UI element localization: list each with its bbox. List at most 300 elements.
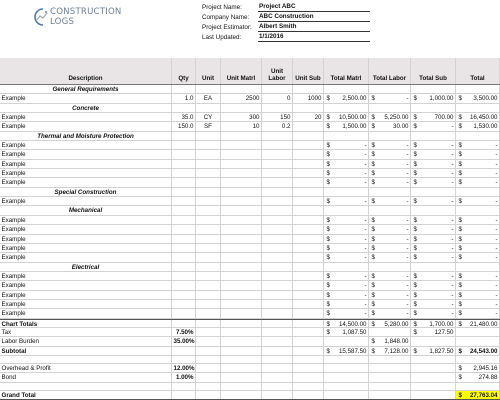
cell-qty[interactable]: 1.0 (172, 94, 196, 102)
cell-total-labor[interactable] (369, 300, 411, 308)
cell-qty[interactable] (172, 169, 196, 177)
cell-description[interactable]: Example (0, 291, 172, 299)
cell-unit-labor[interactable] (262, 178, 293, 186)
cell-total-matrl[interactable] (324, 244, 369, 252)
cell-total-matrl[interactable] (324, 85, 369, 93)
cell-unit-sub[interactable] (293, 309, 324, 317)
cell-unit-sub[interactable] (293, 197, 324, 205)
cell-total-sub[interactable] (411, 197, 456, 205)
summary-total-labor[interactable] (369, 347, 411, 355)
cell-total-sub[interactable] (411, 113, 456, 121)
summary-label[interactable]: Grand Total (0, 391, 172, 399)
cell-unit-labor[interactable] (262, 391, 293, 399)
cell-unit-matrl[interactable] (221, 253, 262, 261)
cell-unit-labor[interactable] (262, 216, 293, 224)
cell-total-matrl[interactable] (324, 113, 369, 121)
cell-total-labor[interactable] (369, 113, 411, 121)
cell-unit-matrl[interactable] (221, 291, 262, 299)
cell-total-sub[interactable] (411, 178, 456, 186)
cell-unit-matrl[interactable] (221, 364, 262, 372)
cell-unit[interactable]: EA (196, 94, 221, 102)
cell-unit[interactable] (196, 300, 221, 308)
cell-unit-sub[interactable]: 20 (293, 113, 324, 121)
cell-unit-sub[interactable] (293, 364, 324, 372)
cell-unit-matrl[interactable] (221, 197, 262, 205)
cell-qty[interactable] (172, 281, 196, 289)
cell-unit[interactable] (196, 263, 221, 271)
cell-qty[interactable] (172, 263, 196, 271)
project-info-value[interactable]: 1/1/2016 (258, 32, 370, 42)
cell-unit-labor[interactable] (262, 373, 293, 381)
cell-total-labor[interactable] (369, 160, 411, 168)
cell-unit[interactable] (196, 160, 221, 168)
summary-total-matrl[interactable] (324, 373, 369, 381)
cell-qty[interactable] (172, 150, 196, 158)
cell-unit[interactable] (196, 225, 221, 233)
cell-qty[interactable] (172, 272, 196, 280)
col-header-unit-sub[interactable]: Unit Sub (293, 58, 324, 84)
cell-unit-labor[interactable] (262, 253, 293, 261)
cell-unit-labor[interactable] (262, 291, 293, 299)
cell-total-sub[interactable] (411, 206, 456, 214)
summary-total-matrl[interactable] (324, 391, 369, 399)
cell-total[interactable] (456, 188, 500, 196)
cell-description[interactable]: Example (0, 225, 172, 233)
cell-total-matrl[interactable] (324, 122, 369, 130)
cell-total-sub[interactable] (411, 235, 456, 243)
cell-unit-labor[interactable] (262, 225, 293, 233)
cell-total-matrl[interactable] (324, 206, 369, 214)
cell-total[interactable] (456, 113, 500, 121)
cell-total-matrl[interactable] (324, 197, 369, 205)
cell-unit-matrl[interactable] (221, 373, 262, 381)
cell-total-labor[interactable] (369, 272, 411, 280)
summary-total-labor[interactable] (369, 391, 411, 399)
cell-total-labor[interactable] (369, 169, 411, 177)
cell-total-sub[interactable] (411, 272, 456, 280)
summary-total[interactable] (456, 328, 500, 336)
cell-description[interactable]: Example (0, 216, 172, 224)
project-info-value[interactable]: Albert Smith (258, 22, 370, 32)
cell-unit-labor[interactable] (262, 347, 293, 355)
cell-total[interactable] (456, 309, 500, 317)
cell-unit-sub[interactable] (293, 373, 324, 381)
summary-percent[interactable] (172, 391, 196, 399)
cell-qty[interactable] (172, 197, 196, 205)
cell-unit-sub[interactable] (293, 104, 324, 112)
cell-unit-matrl[interactable]: 300 (221, 113, 262, 121)
cell-total-labor[interactable] (369, 94, 411, 102)
col-header-unit[interactable]: Unit (196, 58, 221, 84)
cell-unit-sub[interactable] (293, 169, 324, 177)
cell-description[interactable]: Example (0, 235, 172, 243)
cell-unit[interactable] (196, 178, 221, 186)
cell-unit[interactable] (196, 272, 221, 280)
cell-unit-matrl[interactable] (221, 383, 262, 390)
cell-unit[interactable] (196, 244, 221, 252)
cell-total-sub[interactable] (411, 253, 456, 261)
cell-unit-matrl[interactable] (221, 188, 262, 196)
cell-total-matrl[interactable] (324, 291, 369, 299)
cell-total-labor[interactable] (369, 141, 411, 149)
cell-description[interactable]: Example (0, 244, 172, 252)
cell-total-matrl[interactable] (324, 263, 369, 271)
cell-total-sub[interactable] (411, 281, 456, 289)
cell-unit[interactable]: SF (196, 122, 221, 130)
cell-unit[interactable] (196, 253, 221, 261)
cell-total-sub[interactable] (411, 160, 456, 168)
cell-total[interactable] (456, 272, 500, 280)
cell-unit-matrl[interactable] (221, 328, 262, 336)
summary-percent[interactable] (172, 347, 196, 355)
cell-unit-sub[interactable] (293, 281, 324, 289)
summary-label[interactable]: Chart Totals (0, 320, 172, 327)
cell-total-labor[interactable] (369, 263, 411, 271)
cell-unit[interactable] (196, 391, 221, 399)
cell-unit-matrl[interactable] (221, 225, 262, 233)
summary-label[interactable]: Tax (0, 328, 172, 336)
cell-total-matrl[interactable] (324, 132, 369, 140)
cell-description[interactable]: Example (0, 309, 172, 317)
cell-unit-labor[interactable] (262, 320, 293, 327)
cell-qty[interactable] (172, 216, 196, 224)
cell-unit-sub[interactable] (293, 383, 324, 390)
cell-unit-sub[interactable] (293, 235, 324, 243)
cell-unit-labor[interactable] (262, 132, 293, 140)
cell-qty[interactable] (172, 225, 196, 233)
cell-total[interactable] (456, 160, 500, 168)
cell-unit-matrl[interactable] (221, 263, 262, 271)
cell-unit-matrl[interactable] (221, 300, 262, 308)
cell-description[interactable]: Example (0, 141, 172, 149)
summary-total-sub[interactable] (411, 373, 456, 381)
cell-qty[interactable] (172, 356, 196, 363)
cell-unit[interactable] (196, 337, 221, 345)
cell-unit-matrl[interactable] (221, 169, 262, 177)
cell-unit-sub[interactable] (293, 85, 324, 93)
cell-unit-matrl[interactable] (221, 216, 262, 224)
summary-total-sub[interactable] (411, 328, 456, 336)
summary-total[interactable] (456, 337, 500, 345)
cell-unit-sub[interactable] (293, 150, 324, 158)
cell-description[interactable]: Example (0, 94, 172, 102)
summary-total-matrl[interactable] (324, 328, 369, 336)
cell-unit-matrl[interactable]: 2500 (221, 94, 262, 102)
cell-total-labor[interactable] (369, 235, 411, 243)
cell-total[interactable] (456, 235, 500, 243)
cell-unit-matrl[interactable] (221, 141, 262, 149)
cell-unit-labor[interactable] (262, 85, 293, 93)
cell-description[interactable]: Example (0, 122, 172, 130)
cell-qty[interactable] (172, 309, 196, 317)
summary-label[interactable]: Labor Burden (0, 337, 172, 345)
cell-unit[interactable] (196, 383, 221, 390)
cell-unit[interactable] (196, 216, 221, 224)
col-header-unit-matrl[interactable]: Unit Matrl (221, 58, 262, 84)
cell-total-matrl[interactable] (324, 160, 369, 168)
cell-total[interactable] (456, 132, 500, 140)
cell-unit[interactable] (196, 373, 221, 381)
cell-unit[interactable] (196, 328, 221, 336)
project-info-value[interactable]: Project ABC (258, 2, 370, 12)
summary-total-labor[interactable] (369, 364, 411, 372)
cell-total-sub[interactable] (411, 150, 456, 158)
cell-total-sub[interactable] (411, 356, 456, 363)
cell-unit-sub[interactable] (293, 291, 324, 299)
section-title[interactable]: General Requirements (0, 85, 172, 93)
cell-total-labor[interactable] (369, 356, 411, 363)
cell-unit-labor[interactable] (262, 141, 293, 149)
cell-unit[interactable] (196, 132, 221, 140)
cell-total[interactable] (456, 94, 500, 102)
cell-unit-sub[interactable] (293, 320, 324, 327)
summary-total-matrl[interactable] (324, 337, 369, 345)
cell-total-matrl[interactable] (324, 225, 369, 233)
cell-unit-labor[interactable] (262, 337, 293, 345)
cell-unit-sub[interactable] (293, 178, 324, 186)
summary-label[interactable]: Bond (0, 373, 172, 381)
cell-description[interactable]: Example (0, 169, 172, 177)
cell-unit-labor[interactable]: 0.2 (262, 122, 293, 130)
cell-unit-labor[interactable] (262, 235, 293, 243)
cell-total-sub[interactable] (411, 141, 456, 149)
cell-unit[interactable]: CY (196, 113, 221, 121)
cell-total[interactable] (456, 122, 500, 130)
summary-total-sub[interactable] (411, 391, 456, 399)
col-header-total-labor[interactable]: Total Labor (369, 58, 411, 84)
cell-description[interactable]: Example (0, 281, 172, 289)
cell-unit-matrl[interactable] (221, 85, 262, 93)
cell-total-sub[interactable] (411, 216, 456, 224)
cell-total[interactable] (456, 85, 500, 93)
cell-total-labor[interactable] (369, 225, 411, 233)
cell-unit[interactable] (196, 141, 221, 149)
cell-total-matrl[interactable] (324, 272, 369, 280)
cell-qty[interactable] (172, 291, 196, 299)
cell-qty[interactable] (172, 141, 196, 149)
cell-total-labor[interactable] (369, 104, 411, 112)
cell-unit[interactable] (196, 104, 221, 112)
cell-unit-matrl[interactable] (221, 272, 262, 280)
cell-unit-sub[interactable] (293, 347, 324, 355)
cell-total-matrl[interactable] (324, 104, 369, 112)
cell-unit-matrl[interactable] (221, 244, 262, 252)
cell-total[interactable] (456, 178, 500, 186)
cell-total-matrl[interactable] (324, 150, 369, 158)
cell-unit-labor[interactable] (262, 150, 293, 158)
cell-total-matrl[interactable] (324, 253, 369, 261)
cell-unit-matrl[interactable] (221, 320, 262, 327)
cell-description[interactable]: Example (0, 197, 172, 205)
cell-unit-labor[interactable] (262, 328, 293, 336)
summary-percent[interactable]: 7.50% (172, 328, 196, 336)
cell-total[interactable] (456, 300, 500, 308)
cell-description[interactable]: Example (0, 178, 172, 186)
cell-qty[interactable] (172, 235, 196, 243)
cell-unit-sub[interactable] (293, 391, 324, 399)
cell-total-sub[interactable] (411, 263, 456, 271)
section-title[interactable]: Electrical (0, 263, 172, 271)
cell-qty[interactable] (172, 178, 196, 186)
cell-unit-matrl[interactable] (221, 347, 262, 355)
cell-total-sub[interactable] (411, 291, 456, 299)
cell-unit-labor[interactable] (262, 244, 293, 252)
cell-unit-sub[interactable] (293, 253, 324, 261)
section-title[interactable]: Thermal and Moisture Protection (0, 132, 172, 140)
cell-total-matrl[interactable] (324, 383, 369, 390)
cell-total-labor[interactable] (369, 150, 411, 158)
cell-qty[interactable] (172, 244, 196, 252)
cell-unit[interactable] (196, 309, 221, 317)
cell-unit-sub[interactable] (293, 188, 324, 196)
cell-unit-sub[interactable] (293, 160, 324, 168)
cell-qty[interactable] (172, 85, 196, 93)
cell-description[interactable] (0, 383, 172, 390)
cell-unit-matrl[interactable] (221, 150, 262, 158)
cell-qty[interactable] (172, 104, 196, 112)
section-title[interactable]: Concrete (0, 104, 172, 112)
cell-total-matrl[interactable] (324, 281, 369, 289)
cell-qty[interactable]: 150.0 (172, 122, 196, 130)
cell-unit-matrl[interactable] (221, 391, 262, 399)
cell-total-labor[interactable] (369, 178, 411, 186)
cell-qty[interactable] (172, 206, 196, 214)
summary-total[interactable] (456, 347, 500, 355)
cell-total-matrl[interactable] (324, 178, 369, 186)
cell-total-sub[interactable] (411, 85, 456, 93)
col-header-total[interactable]: Total (456, 58, 500, 84)
cell-unit-sub[interactable] (293, 356, 324, 363)
summary-percent[interactable]: 1.00% (172, 373, 196, 381)
cell-unit-labor[interactable] (262, 188, 293, 196)
cell-total[interactable] (456, 104, 500, 112)
cell-qty[interactable] (172, 160, 196, 168)
section-title[interactable]: Special Construction (0, 188, 172, 196)
cell-unit-matrl[interactable] (221, 309, 262, 317)
cell-unit[interactable] (196, 188, 221, 196)
cell-unit[interactable] (196, 85, 221, 93)
col-header-total-sub[interactable]: Total Sub (411, 58, 456, 84)
cell-total[interactable] (456, 263, 500, 271)
cell-total-sub[interactable] (411, 309, 456, 317)
summary-total[interactable] (456, 320, 500, 327)
cell-unit-labor[interactable] (262, 364, 293, 372)
cell-unit-sub[interactable] (293, 244, 324, 252)
cell-unit[interactable] (196, 291, 221, 299)
cell-unit-labor[interactable] (262, 160, 293, 168)
cell-qty[interactable]: 35.0 (172, 113, 196, 121)
cell-unit-labor[interactable] (262, 356, 293, 363)
cell-total-sub[interactable] (411, 122, 456, 130)
cell-total-matrl[interactable] (324, 141, 369, 149)
cell-unit[interactable] (196, 347, 221, 355)
cell-total-sub[interactable] (411, 169, 456, 177)
cell-total[interactable] (456, 281, 500, 289)
cell-unit-matrl[interactable]: 10 (221, 122, 262, 130)
col-header-qty[interactable]: Qty (172, 58, 196, 84)
summary-percent[interactable] (172, 320, 196, 327)
cell-total-sub[interactable] (411, 225, 456, 233)
cell-description[interactable]: Example (0, 300, 172, 308)
cell-unit[interactable] (196, 320, 221, 327)
cell-unit-sub[interactable] (293, 272, 324, 280)
cell-total-labor[interactable] (369, 309, 411, 317)
cell-unit[interactable] (196, 356, 221, 363)
cell-total[interactable] (456, 291, 500, 299)
cell-description[interactable]: Example (0, 113, 172, 121)
cell-qty[interactable] (172, 132, 196, 140)
cell-total-sub[interactable] (411, 132, 456, 140)
cell-unit-labor[interactable] (262, 281, 293, 289)
cell-unit-labor[interactable] (262, 197, 293, 205)
cell-total[interactable] (456, 169, 500, 177)
cell-total-labor[interactable] (369, 244, 411, 252)
cell-unit-matrl[interactable] (221, 160, 262, 168)
cell-total[interactable] (456, 244, 500, 252)
cell-total[interactable] (456, 216, 500, 224)
cell-total[interactable] (456, 383, 500, 390)
cell-unit-sub[interactable] (293, 300, 324, 308)
cell-unit-sub[interactable] (293, 225, 324, 233)
cell-unit[interactable] (196, 206, 221, 214)
cell-unit[interactable] (196, 281, 221, 289)
cell-total-labor[interactable] (369, 383, 411, 390)
cell-total-labor[interactable] (369, 291, 411, 299)
cell-unit-matrl[interactable] (221, 178, 262, 186)
summary-total-labor[interactable] (369, 337, 411, 345)
col-header-total-matrl[interactable]: Total Matrl (324, 58, 369, 84)
grand-total-value[interactable] (456, 391, 500, 399)
cell-unit[interactable] (196, 150, 221, 158)
cell-description[interactable]: Example (0, 253, 172, 261)
cell-unit-sub[interactable] (293, 206, 324, 214)
cell-unit-matrl[interactable] (221, 104, 262, 112)
cell-unit[interactable] (196, 235, 221, 243)
cell-total-matrl[interactable] (324, 188, 369, 196)
cell-total-sub[interactable] (411, 94, 456, 102)
col-header-description[interactable]: Description (0, 58, 172, 84)
cell-total[interactable] (456, 253, 500, 261)
summary-total-sub[interactable] (411, 364, 456, 372)
cell-total-labor[interactable] (369, 253, 411, 261)
cell-unit-labor[interactable] (262, 263, 293, 271)
cell-total[interactable] (456, 225, 500, 233)
cell-unit-labor[interactable] (262, 383, 293, 390)
cell-total-matrl[interactable] (324, 169, 369, 177)
cell-total-labor[interactable] (369, 188, 411, 196)
cell-total-sub[interactable] (411, 383, 456, 390)
cell-unit-labor[interactable]: 150 (262, 113, 293, 121)
cell-total[interactable] (456, 356, 500, 363)
cell-unit-sub[interactable] (293, 122, 324, 130)
summary-total-sub[interactable] (411, 337, 456, 345)
cell-total-matrl[interactable] (324, 216, 369, 224)
summary-total-sub[interactable] (411, 320, 456, 327)
cell-total-matrl[interactable] (324, 235, 369, 243)
cell-unit-sub[interactable] (293, 141, 324, 149)
cell-total-labor[interactable] (369, 197, 411, 205)
cell-qty[interactable] (172, 188, 196, 196)
cell-total-matrl[interactable] (324, 300, 369, 308)
cell-unit[interactable] (196, 169, 221, 177)
summary-total-matrl[interactable] (324, 364, 369, 372)
cell-total[interactable] (456, 141, 500, 149)
cell-total-sub[interactable] (411, 188, 456, 196)
cell-total-labor[interactable] (369, 281, 411, 289)
summary-percent[interactable]: 12.00% (173, 364, 195, 372)
cell-unit-matrl[interactable] (221, 206, 262, 214)
cell-description[interactable]: Example (0, 272, 172, 280)
